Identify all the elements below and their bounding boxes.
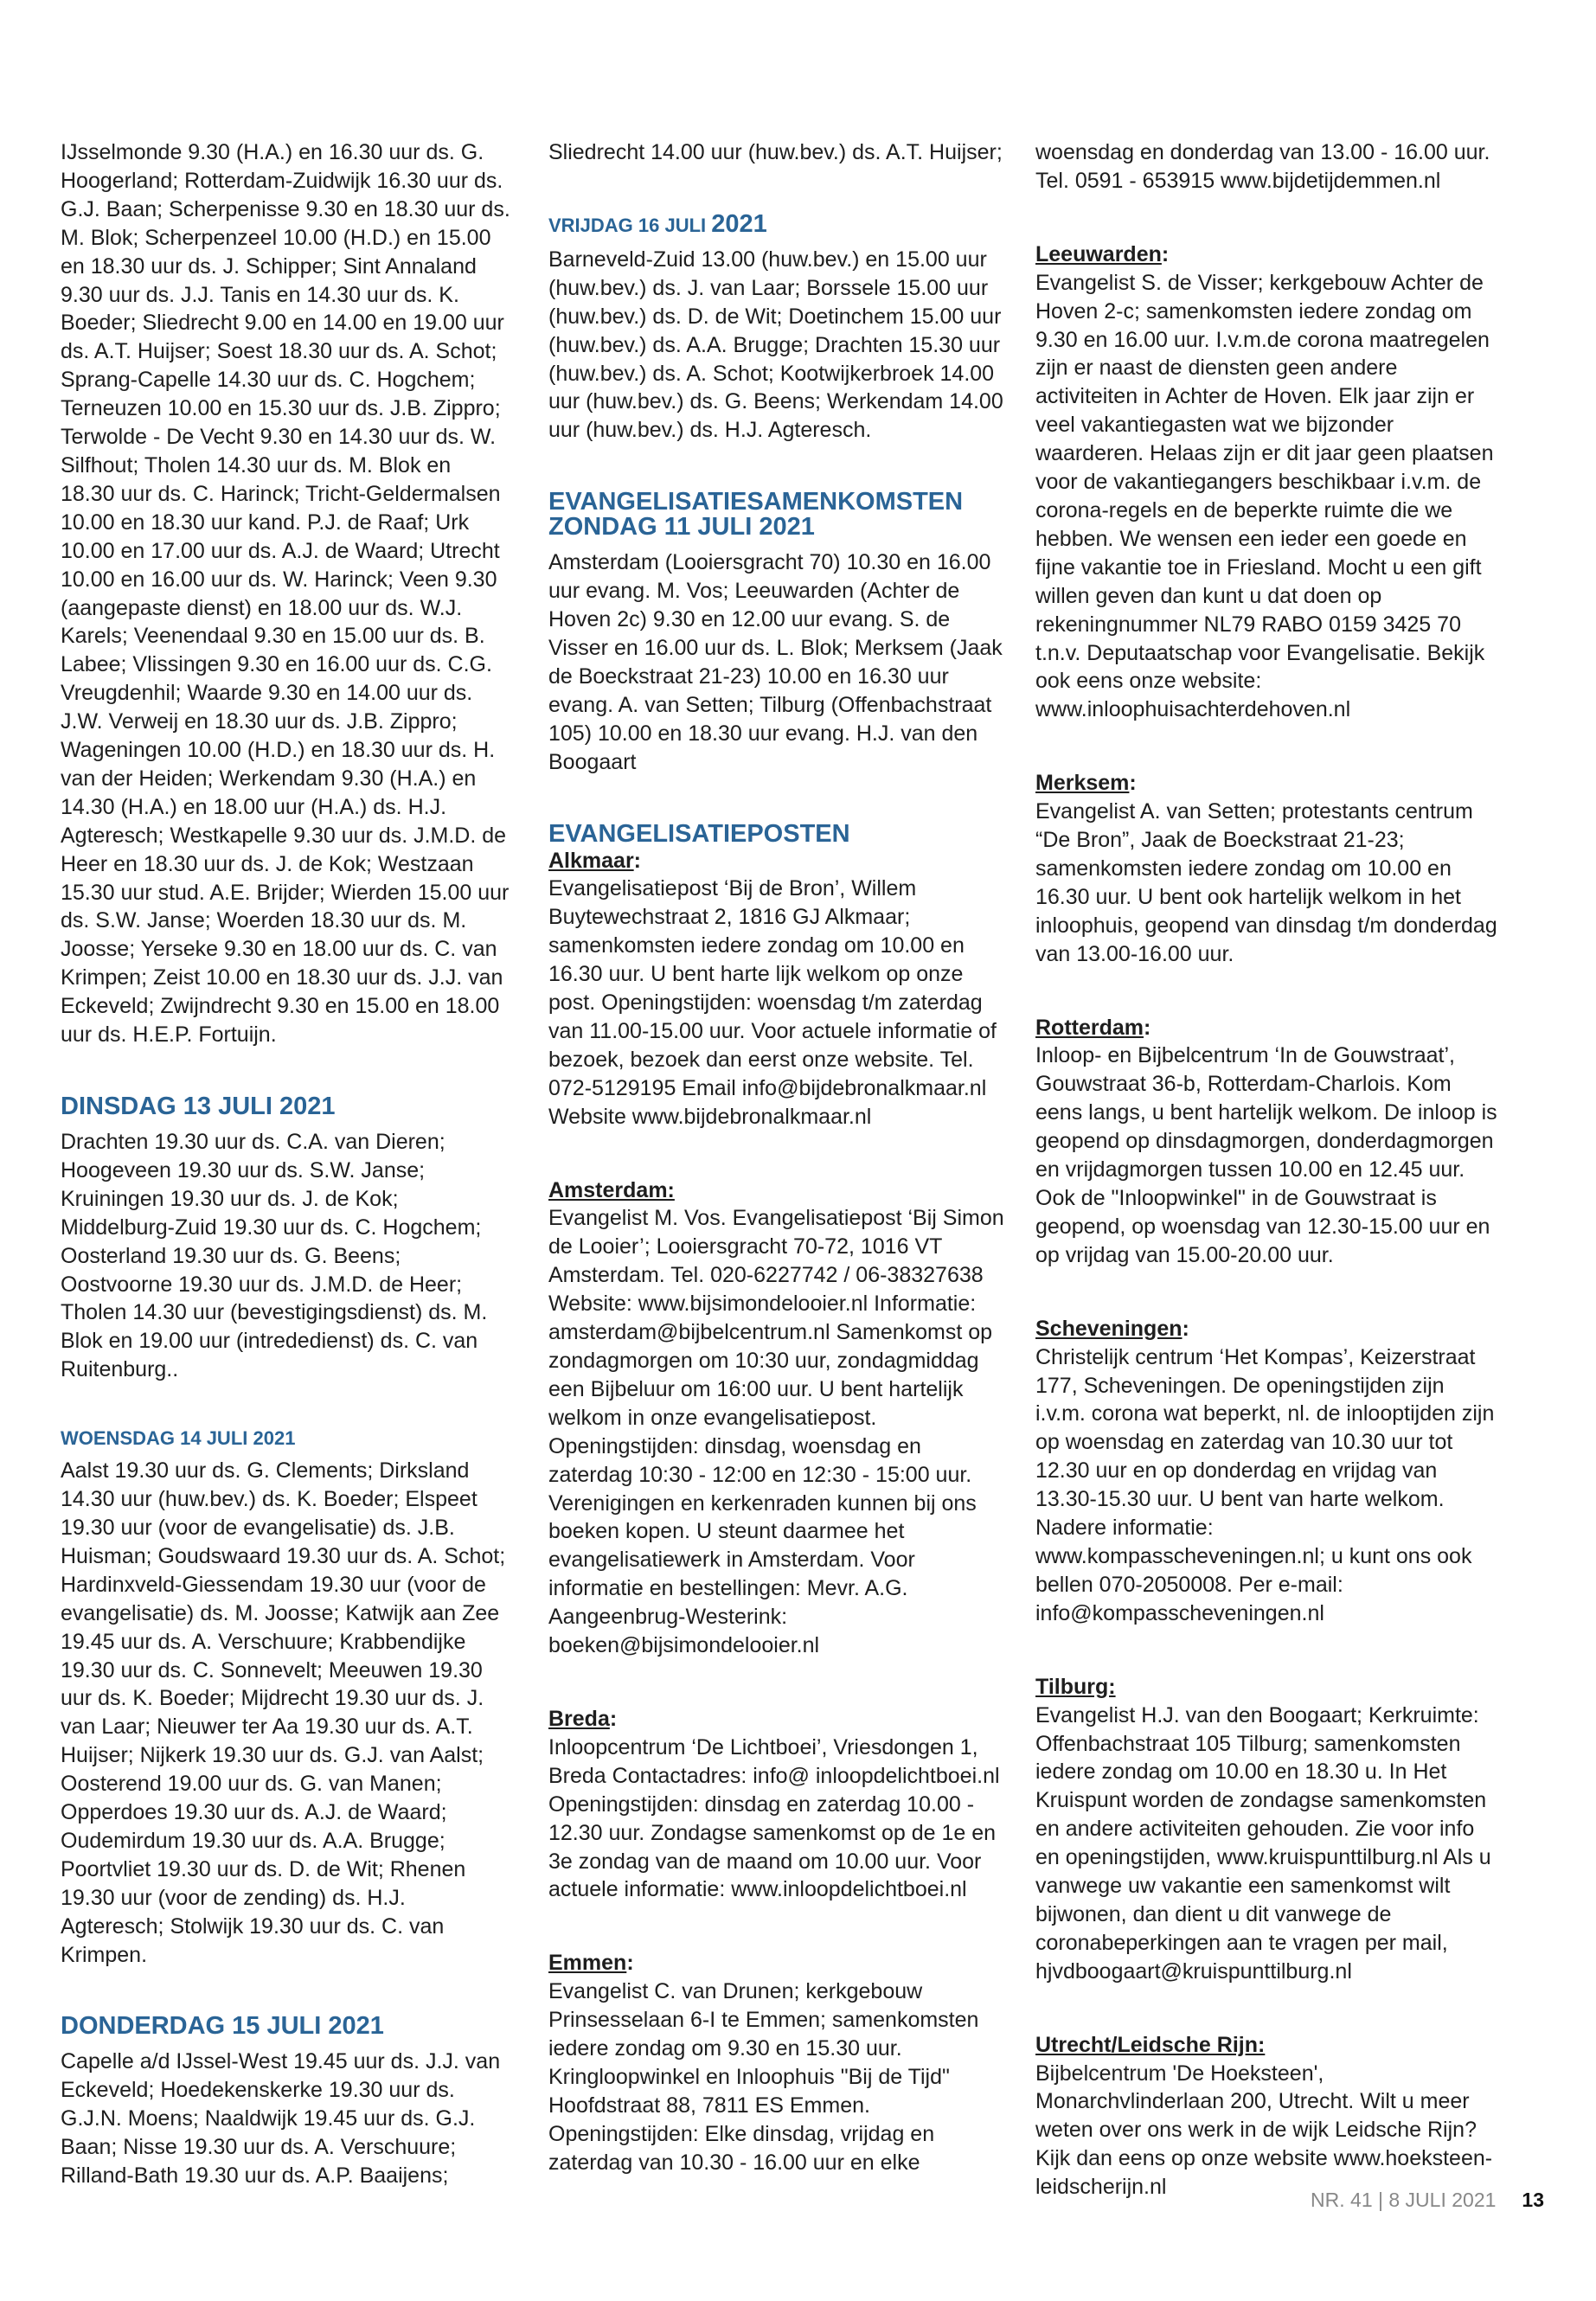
column-3	[1035, 138, 1497, 2202]
post-utrecht	[1035, 2031, 1497, 2202]
post-leeuwarden	[1035, 240, 1497, 724]
post-rotterdam	[1035, 1014, 1497, 1270]
post-scheveningen-text: Christelijk centrum ‘Het Kompas’, Keizerstraat 177, Scheveningen. De openingstijden zijn i.v.m. corona wat beperkt, nl. de inlooptijden zijn op woensdag en zaterdag van 10.30 uur tot 12.30 uur en op donderdag en vrijdag van 13.30-15.30 uur. U bent van harte welkom. Nadere informatie: www.kompasscheveningen.nl; u kunt ons ook bellen 070-2050008. Per e-mail: info@kompasscheveningen.nl	[1035, 1344, 1495, 1625]
page-number: 13	[1522, 2189, 1544, 2211]
heading-evangelisatiesamenkomsten	[548, 490, 1005, 540]
post-utrecht-label: Utrecht/Leidsche Rijn:	[1035, 2032, 1266, 2057]
heading-samenkomsten-line2: ZONDAG 11 JULI 2021	[548, 513, 815, 542]
vrijdag-services: Barneveld-Zuid 13.00 (huw.bev.) en 15.00 uur (huw.bev.) ds. J. van Laar; Borssele 15.00 uur (huw.bev.) ds. D. de Wit; Doetinchem 15.00 uur (huw.bev.) ds. A.A. Brugge; Drachten 15.30 uur (huw.bev.) ds. A. Schot; Kootwijkerbroek 14.00 uur (huw.bev.) ds. G. Beens; Werkendam 14.00 uur (huw.bev.) ds. H.J. Agteresch.	[548, 247, 1003, 443]
post-tilburg-label: Tilburg:	[1035, 1674, 1116, 1699]
post-alkmaar-label: Alkmaar:	[548, 848, 641, 873]
issue-info: NR. 41 | 8 JULI 2021	[1311, 2189, 1497, 2211]
post-merksem-label: Merksem:	[1035, 771, 1137, 796]
post-emmen-text-continued: woensdag en donderdag van 13.00 - 16.00 uur. Tel. 0591 - 653915 www.bijdetijdemmen.nl	[1035, 140, 1490, 193]
heading-vrijdag-year: 2021	[711, 209, 767, 238]
post-scheveningen	[1035, 1315, 1497, 1628]
post-amsterdam-text: Evangelist M. Vos. Evangelisatiepost ‘Bij Simon de Looier’; Looiersgracht 70-72, 1016 VT Amsterdam. Tel. 020-6227742 / 06-38327638 Website: www.bijsimondelooier.nl Informatie: amsterdam@bijbelcentrum.nl Samenkomst op zondagmorgen om 10:30 uur, zondagmiddag een Bijbeluur om 16:00 uur. U bent hartelijk welkom in onze evangelisatiepost. Openingstijden: dinsdag, woensdag en zaterdag 10:30 - 12:00 en 12:30 - 15:00 uur. Verenigingen en kerkenraden kunnen bij ons boeken kopen. U steunt daarmee het evangelisatiewerk in Amsterdam. Voor informatie en bestellingen: Mevr. A.G. Aangeenbrug-Westerink: boeken@bijsimondelooier.nl	[548, 1206, 1004, 1658]
heading-woensdag: WOENSDAG 14 JULI 2021	[61, 1427, 296, 1450]
post-amsterdam-label: Amsterdam:	[548, 1177, 675, 1202]
woensdag-services: Aalst 19.30 uur ds. G. Clements; Dirksland 14.30 uur (huw.bev.) ds. K. Boeder; Elspeet 19.30 uur (voor de evangelisatie) ds. J.B. Huisman; Goudswaard 19.30 uur ds. A. Schot; Hardinxveld-Giessendam 19.30 uur (voor de evangelisatie) ds. M. Joosse; Katwijk aan Zee 19.45 uur ds. A. Verschuure; Krabbendijke 19.30 uur ds. C. Sonnevelt; Meeuwen 19.30 uur ds. K. Boeder; Mijdrecht 19.30 uur ds. J. van Laar; Nieuwer ter Aa 19.30 uur ds. A.T. Huijser; Nijkerk 19.30 uur ds. G.J. van Aalst; Oosterend 19.00 uur ds. G. van Manen; Opperdoes 19.30 uur ds. A.J. de Waard; Oudemirdum 19.30 uur ds. A.A. Brugge; Poortvliet 19.30 uur ds. D. de Wit; Rhenen 19.30 uur (voor de zending) ds. H.J. Agteresch; Stolwijk 19.30 uur ds. C. van Krimpen.	[61, 1458, 506, 1967]
dinsdag-services: Drachten 19.30 uur ds. C.A. van Dieren; Hoogeveen 19.30 uur ds. S.W. Janse; Kruiningen 19.30 uur ds. J. de Kok; Middelburg-Zuid 19.30 uur ds. C. Hogchem; Oosterland 19.30 uur ds. G. Beens; Oostvoorne 19.30 uur ds. J.M.D. de Heer; Tholen 14.30 uur (bevestigingsdienst) ds. M. Blok en 19.00 uur (intrededienst) ds. C. van Ruitenburg..	[61, 1130, 488, 1382]
column-1	[61, 138, 510, 2190]
post-tilburg	[1035, 1673, 1497, 1986]
column-2	[548, 138, 1005, 2177]
samenkomsten-text: Amsterdam (Looiersgracht 70) 10.30 en 16.00 uur evang. M. Vos; Leeuwarden (Achter de Hoven 2c) 9.30 en 12.00 uur evang. S. de Visser en 16.00 uur ds. L. Blok; Merksem (Jaak de Boeckstraat 21-23) 10.00 en 16.30 uur evang. A. van Setten; Tilburg (Offenbachstraat 105) 10.00 en 18.30 uur evang. H.J. van den Boogaart	[548, 550, 1003, 774]
post-breda-label: Breda:	[548, 1706, 618, 1731]
heading-dinsdag: DINSDAG 13 JULI 2021	[61, 1093, 336, 1120]
heading-vrijdag-date: VRIJDAG 16 JULI	[548, 214, 707, 236]
heading-vrijdag	[548, 209, 1005, 238]
donderdag-services-continued: Sliedrecht 14.00 uur (huw.bev.) ds. A.T. Huijser;	[548, 140, 1003, 164]
post-alkmaar-text: Evangelisatiepost ‘Bij de Bron’, Willem Buytewechstraat 2, 1816 GJ Alkmaar; samenkomsten iedere zondag om 10.00 en 16.30 uur. U bent harte lijk welkom op onze post. Openingstijden: woensdag t/m zaterdag van 11.00-15.00 uur. Voor actuele informatie of bezoek, bezoek dan eerst onze website. Tel. 072-5129195 Email info@bijdebronalkmaar.nl Website www.bijdebronalkmaar.nl	[548, 876, 997, 1129]
post-amsterdam	[548, 1176, 1005, 1660]
post-tilburg-text: Evangelist H.J. van den Boogaart; Kerkruimte: Offenbachstraat 105 Tilburg; samenkomsten iedere zondag om 10.00 en 18.30 u. In Het Kruispunt worden de zondagse samenkomsten en andere activiteiten gehouden. Zie voor info en openingstijden, www.kruispunttilburg.nl Als u vanwege uw vakantie een samenkomst wilt bijwonen, dan dient u dit vanwege de coronabeperkingen aan te vragen per mail, hjvdboogaart@kruispunttilburg.nl	[1035, 1702, 1491, 1984]
post-leeuwarden-text: Evangelist S. de Visser; kerkgebouw Achter de Hoven 2-c; samenkomsten iedere zondag om 9.30 en 16.00 uur. I.v.m.de corona maatregelen zijn er naast de diensten geen andere activiteiten in Achter de Hoven. Elk jaar zijn er veel vakantiegasten wat we bijzonder waarderen. Helaas zijn er dit jaar geen plaatsen voor de vakantiegangers beschikbaar i.v.m. de corona-regels en de beperkte ruimte die we hebben. We wensen een ieder een goede en fijne vakantie toe in Friesland. Mocht u een gift willen geven dan kunt u dat doen op rekeningnummer NL79 RABO 0159 3425 70 t.n.v. Deputaatschap voor Evangelisatie. Bekijk ook eens onze website: www.inloophuisachterdehoven.nl	[1035, 270, 1494, 722]
heading-donderdag: DONDERDAG 15 JULI 2021	[61, 2012, 384, 2041]
post-alkmaar	[548, 847, 1005, 1131]
post-rotterdam-text: Inloop- en Bijbelcentrum ‘In de Gouwstraat’, Gouwstraat 36-b, Rotterdam-Charlois. Kom eens langs, u bent hartelijk welkom. De inloop is geopend op dinsdagmorgen, donderdagmorgen en vrijdagmorgen tussen 10.00 en 12.45 uur. Ook de "Inloopwinkel" in de Gouwstraat is geopend, op woensdag van 12.30-15.00 uur en op vrijdag van 15.00-20.00 uur.	[1035, 1043, 1497, 1267]
post-emmen-text: Evangelist C. van Drunen; kerkgebouw Prinsesselaan 6-I te Emmen; samenkomsten iedere zondag om 9.30 en 15.30 uur. Kringloopwinkel en Inloophuis "Bij de Tijd" Hoofdstraat 88, 7811 ES Emmen. Openingstijden: Elke dinsdag, vrijdag en zaterdag van 10.30 - 16.00 uur en elke	[548, 1979, 979, 2175]
post-utrecht-text: Bijbelcentrum 'De Hoeksteen', Monarchvlinderlaan 200, Utrecht. Wilt u meer weten over ons werk in de wijk Leidsche Rijn? Kijk dan eens op onze website www.hoeksteen-leidscherijn.nl	[1035, 2061, 1493, 2200]
post-breda	[548, 1705, 1005, 1904]
post-rotterdam-label: Rotterdam:	[1035, 1015, 1151, 1040]
post-breda-text: Inloopcentrum ‘De Lichtboei’, Vriesdongen 1, Breda Contactadres: info@ inloopdelichtboei.nl Openingstijden: dinsdag en zaterdag 10.00 - 12.30 uur. Zondagse samenkomst op de 1e en 3e zondag van de maand om 10.00 uur. Voor actuele informatie: www.inloopdelichtboei.nl	[548, 1734, 1000, 1902]
post-emmen-label: Emmen:	[548, 1951, 634, 1976]
post-leeuwarden-label: Leeuwarden:	[1035, 241, 1170, 266]
post-scheveningen-label: Scheveningen:	[1035, 1316, 1189, 1341]
heading-samenkomsten-line1: EVANGELISATIESAMENKOMSTEN	[548, 488, 964, 516]
heading-evangelisatieposten: EVANGELISATIEPOSTEN	[548, 819, 850, 848]
post-merksem	[1035, 769, 1497, 968]
post-merksem-text: Evangelist A. van Setten; protestants centrum “De Bron”, Jaak de Boeckstraat 21-23; samenkomsten iedere zondag om 10.00 en 16.30 uur. U bent ook hartelijk welkom in het inloophuis, geopend van dinsdag t/m donderdag van 13.00-16.00 uur.	[1035, 799, 1497, 966]
sunday-services-continued: IJsselmonde 9.30 (H.A.) en 16.30 uur ds. G. Hoogerland; Rotterdam-Zuidwijk 16.30 uur ds. G.J. Baan; Scherpenisse 9.30 en 18.30 uur ds. M. Blok; Scherpenzeel 10.00 (H.D.) en 15.00 en 18.30 uur ds. J. Schipper; Sint Annaland 9.30 uur ds. J.J. Tanis en 14.30 uur ds. K. Boeder; Sliedrecht 9.00 en 14.00 en 19.00 uur ds. A.T. Huijser; Soest 18.30 uur ds. A. Schot; Sprang-Capelle 14.30 uur ds. C. Hogchem; Terneuzen 10.00 en 15.30 uur ds. J.B. Zippro; Terwolde - De Vecht 9.30 en 14.30 uur ds. W. Silfhout; Tholen 14.30 uur ds. M. Blok en 18.30 uur ds. C. Harinck; Tricht-Geldermalsen 10.00 en 18.30 uur kand. P.J. de Raaf; Urk 10.00 en 17.00 uur ds. A.J. de Waard; Utrecht 10.00 en 16.00 uur ds. W. Harinck; Veen 9.30 (aangepaste dienst) en 18.00 uur ds. W.J. Karels; Veenendaal 9.30 en 15.00 uur ds. B. Labee; Vlissingen 9.30 en 16.00 uur ds. C.G. Vreugdenhil; Waarde 9.30 en 14.00 uur ds. J.W. Verweij en 18.30 uur ds. J.B. Zippro; Wageningen 10.00 (H.D.) en 18.30 uur ds. H. van der Heiden; Werkendam 9.30 (H.A.) en 14.30 (H.A.) en 18.00 uur (H.A.) ds. H.J. Agteresch; Westkapelle 9.30 uur ds. J.M.D. de Heer en 18.30 uur ds. J. de Kok; Westzaan 15.30 uur stud. A.E. Brijder; Wierden 15.00 uur ds. S.W. Janse; Woerden 18.30 uur ds. M. Joosse; Yerseke 9.30 en 18.00 uur ds. C. van Krimpen; Zeist 10.00 en 18.30 uur ds. J.J. van Eckeveld; Zwijndrecht 9.30 en 15.00 en 18.00 uur ds. H.E.P. Fortuijn.	[61, 140, 510, 1048]
page-footer	[1311, 2189, 1544, 2212]
post-emmen	[548, 1949, 1005, 2176]
donderdag-services: Capelle a/d IJssel-West 19.45 uur ds. J.J. van Eckeveld; Hoedekenskerke 19.30 uur ds. G.J.N. Moens; Naaldwijk 19.45 uur ds. G.J. Baan; Nisse 19.30 uur ds. A. Verschuure; Rilland-Bath 19.30 uur ds. A.P. Baaijens;	[61, 2049, 501, 2189]
